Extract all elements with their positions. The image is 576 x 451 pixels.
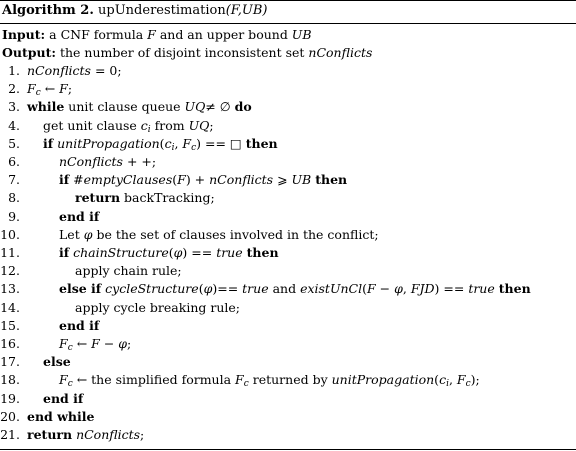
line-number: 7. (8, 172, 20, 188)
code-token: F (59, 81, 68, 97)
code-token: − (99, 336, 119, 351)
code-token: cycleStructure (105, 281, 199, 297)
algorithm-title (2, 3, 267, 18)
code-token: ( (172, 172, 178, 188)
line-number: 5. (8, 135, 20, 151)
keyword: then (245, 135, 278, 151)
keyword: then (315, 172, 348, 188)
code-token: , (174, 135, 183, 151)
code-token: i (446, 379, 449, 390)
code-token: ; (209, 117, 214, 133)
code-token: from (150, 117, 189, 133)
line-number: 6. (8, 154, 20, 169)
algorithm-name: upUnderestimation (98, 3, 226, 18)
line-code (27, 426, 144, 444)
code-token: true (242, 281, 269, 297)
code-token: ) == □ (196, 135, 246, 151)
line-code (59, 226, 379, 244)
line-number: 13. (0, 281, 20, 297)
code-token: i (147, 124, 151, 135)
code-token: nConflicts (76, 427, 141, 442)
code-token: apply cycle breaking rule; (75, 299, 240, 315)
output-label: Output: (2, 45, 56, 60)
input-var-ub: UB (291, 27, 312, 42)
code-token: unit clause queue (64, 99, 185, 115)
line-code (43, 117, 214, 135)
line-number: 21. (0, 427, 20, 442)
line-code (75, 299, 240, 317)
code-token: nConflicts (209, 172, 274, 188)
line-code (27, 98, 252, 116)
line-number: 2. (8, 81, 20, 97)
line-number: 18. (0, 372, 20, 388)
keyword: then (246, 245, 279, 260)
bottom-rule (0, 449, 576, 450)
code-token: nConflicts (59, 154, 123, 169)
code-token: true (216, 245, 243, 260)
line-code (75, 189, 215, 207)
output-var: nConflicts (308, 45, 373, 60)
line-number: 1. (8, 63, 20, 78)
top-rule (0, 0, 576, 1)
code-token: F (366, 281, 376, 297)
code-token: c (67, 343, 73, 353)
title-rule (0, 23, 576, 24)
line-number: 9. (8, 208, 20, 224)
code-token: F (59, 336, 68, 351)
code-token: UB (291, 172, 312, 188)
line-number: 15. (0, 317, 20, 333)
code-token: ( (362, 281, 367, 297)
keyword: do (234, 99, 252, 115)
line-code (59, 335, 131, 353)
keyword: return (27, 427, 73, 442)
code-token: ← the simplified formula (72, 372, 236, 388)
code-token: c (439, 372, 447, 388)
line-code (43, 390, 83, 408)
code-token: ( (434, 372, 440, 388)
code-token: φ (173, 245, 183, 260)
code-token: ⩾ (273, 172, 292, 188)
code-token: φ (118, 336, 128, 351)
line-code (27, 62, 122, 80)
input-text-pre: a CNF formula (49, 27, 148, 42)
code-token: ← (40, 81, 60, 97)
line-code (59, 280, 531, 298)
line-code (59, 171, 347, 189)
algorithm-args: (F,UB) (225, 3, 268, 18)
code-token: F (235, 372, 244, 388)
code-token: c (140, 117, 148, 133)
keyword: if (59, 245, 70, 260)
code-token: F (456, 372, 466, 388)
line-number: 19. (0, 390, 20, 406)
code-token: ( (159, 135, 165, 151)
line-number: 3. (8, 99, 20, 115)
code-token: − (375, 281, 395, 297)
input-label: Input: (2, 27, 46, 42)
code-token: F (177, 172, 186, 188)
line-number: 10. (0, 226, 20, 242)
line-code (59, 153, 156, 171)
keyword: while (27, 99, 65, 115)
line-number: 11. (0, 245, 20, 260)
line-code (75, 262, 182, 280)
code-token: ( (198, 281, 204, 297)
input-var-f: F (147, 27, 156, 42)
code-token: , (402, 281, 411, 297)
line-number: 16. (0, 336, 20, 351)
code-token: + +; (122, 154, 157, 169)
code-token: true (468, 281, 495, 297)
code-token: ≠ ∅ (205, 99, 235, 115)
code-token: , (448, 372, 457, 388)
code-token: ) == (434, 281, 469, 297)
keyword: end if (59, 208, 100, 224)
line-code (59, 317, 99, 335)
code-token: c (67, 379, 73, 390)
line-number: 17. (0, 354, 20, 370)
code-token: φ (83, 226, 93, 242)
keyword: return (75, 190, 121, 206)
code-token: be the set of clauses involved in the conflict; (92, 226, 379, 242)
code-token: existUnCl (300, 281, 363, 297)
code-token: returned by (248, 372, 332, 388)
code-token: ; (67, 81, 73, 97)
code-token: c (164, 135, 172, 151)
code-token: FJD (410, 281, 435, 297)
line-code (59, 208, 99, 226)
code-token: get unit clause (43, 117, 141, 133)
line-code (27, 408, 94, 426)
line-number: 14. (0, 299, 20, 315)
keyword: if (59, 172, 70, 188)
code-token: and (268, 281, 301, 297)
line-code (43, 353, 71, 371)
code-token: #emptyClauses (73, 172, 173, 188)
code-token: ; (140, 427, 145, 442)
code-token: unitPropagation (331, 372, 435, 388)
line-number: 4. (8, 117, 20, 133)
code-token: apply chain rule; (75, 263, 182, 279)
code-token: ; (127, 336, 132, 351)
code-token: chainStructure (73, 245, 169, 260)
code-token: = 0; (90, 63, 122, 78)
keyword: end if (59, 317, 100, 333)
line-code (43, 135, 278, 153)
line-code (27, 80, 72, 98)
keyword: end if (43, 390, 84, 406)
output-line (2, 44, 372, 62)
keyword: end while (27, 408, 95, 424)
code-token: F (59, 372, 68, 388)
code-token: i (171, 142, 175, 153)
code-token: unitPropagation (57, 135, 160, 151)
line-code (59, 244, 279, 262)
input-line (2, 26, 312, 44)
keyword: if (43, 135, 54, 151)
code-token: F (27, 81, 36, 97)
code-token: ( (168, 245, 174, 260)
code-token: φ (203, 281, 213, 297)
code-token: ) + (185, 172, 210, 188)
line-code (59, 371, 480, 389)
algorithm-label: Algorithm 2. (2, 3, 94, 18)
code-token: ); (470, 372, 480, 388)
code-token: c (243, 379, 249, 390)
code-token: UQ (188, 117, 210, 133)
code-token: backTracking; (120, 190, 215, 206)
output-text-pre: the number of disjoint inconsistent set (59, 45, 309, 60)
code-token: Let (59, 226, 84, 242)
code-token: c (35, 88, 41, 99)
code-token: UQ (184, 99, 206, 115)
code-token: F (182, 135, 192, 151)
code-token: c (465, 379, 471, 390)
line-number: 8. (8, 190, 20, 206)
code-token: c (191, 142, 197, 153)
keyword: else if (59, 281, 102, 297)
line-number: 12. (0, 263, 20, 279)
code-token: )== (212, 281, 243, 297)
line-number: 20. (0, 408, 20, 424)
code-token: ← (72, 336, 92, 351)
keyword: then (498, 281, 531, 297)
input-text-mid: and an upper bound (155, 27, 292, 42)
code-token: φ (394, 281, 403, 297)
keyword: else (43, 354, 71, 370)
code-token: F (91, 336, 100, 351)
code-token: nConflicts (27, 63, 91, 78)
code-token: ) == (182, 245, 217, 260)
